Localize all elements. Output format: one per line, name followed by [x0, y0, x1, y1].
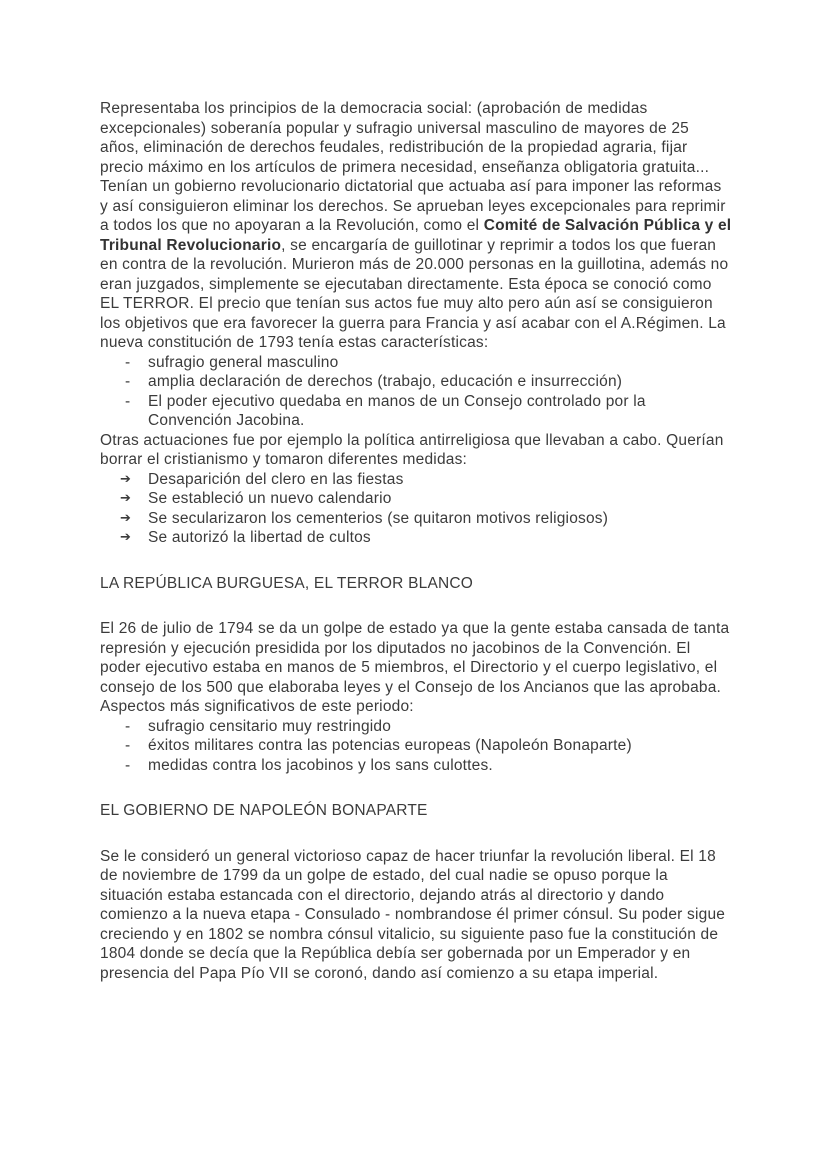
list-item-text: Se autorizó la libertad de cultos — [148, 529, 371, 546]
list-item — [100, 392, 732, 431]
dash-bullet: - — [125, 373, 131, 390]
list-item-text: Desaparición del clero en las fiestas — [148, 470, 404, 488]
paragraph-republica: El 26 de julio de 1794 se da un golpe de estado ya que la gente estaba cansada de tanta represión y ejecución presidida por los diputados no jacobinos de la Convención. El poder ejecutivo estaba en manos de 5 miembros, el Directorio y el cuerpo legislativo, el consejo de los 500 que elaboraba leyes y el Consejo de los Ancianos que las aprobaba. Aspectos más significativos de este periodo: — [100, 620, 730, 715]
list-item-text: éxitos militares contra las potencias europeas (Napoleón Bonaparte) — [148, 737, 632, 754]
list-item-text: medidas contra los jacobinos y los sans culottes. — [148, 756, 493, 774]
arrow-bullet-icon: ➔ — [120, 471, 132, 487]
arrow-bullet-icon: ➔ — [120, 510, 132, 526]
list-item — [100, 353, 732, 373]
list-item-text: Se secularizaron los cementerios (se quitaron motivos religiosos) — [148, 509, 609, 527]
paragraph-terror — [100, 99, 732, 353]
period-aspects-list — [100, 717, 732, 776]
paragraph-terror-bold-phrase: Comité de Salvación Pública y el Tribunal Revolucionario — [100, 217, 732, 254]
list-item — [100, 372, 732, 392]
arrow-bullet-icon: ➔ — [120, 491, 132, 506]
list-item-text: sufragio general masculino — [148, 353, 339, 371]
religious-measures-list — [100, 470, 732, 548]
heading-gobierno-napoleon: EL GOBIERNO DE NAPOLEÓN BONAPARTE — [100, 802, 428, 819]
constitution-features-list — [100, 353, 732, 431]
list-item — [100, 489, 732, 509]
heading-republica-burguesa: LA REPÚBLICA BURGUESA, EL TERROR BLANCO — [100, 574, 474, 592]
dash-bullet: - — [125, 392, 131, 410]
list-item — [100, 528, 732, 548]
dash-bullet: - — [125, 717, 131, 735]
dash-bullet: - — [125, 737, 131, 754]
list-item — [100, 756, 732, 776]
dash-bullet: - — [125, 353, 131, 371]
list-item — [100, 509, 732, 529]
list-item-text: El poder ejecutivo quedaba en manos de un Consejo controlado por la Convención Jacobina. — [148, 392, 646, 429]
list-item-text: amplia declaración de derechos (trabajo, educación e insurrección) — [148, 373, 623, 390]
arrow-bullet-icon: ➔ — [120, 530, 132, 545]
list-item — [100, 717, 732, 737]
list-item — [100, 470, 732, 490]
dash-bullet: - — [125, 756, 131, 774]
paragraph-antireligiosa: Otras actuaciones fue por ejemplo la política antirreligiosa que llevaban a cabo. Querían borrar el cristianismo y tomaron diferentes medidas: — [100, 431, 724, 468]
list-item-text: Se estableció un nuevo calendario — [148, 490, 392, 507]
paragraph-terror-text-before: Representaba los principios de la democracia social: (aprobación de medidas excepcionales) soberanía popular y sufragio universal masculino de mayores de 25 años, eliminación de derechos feudales, redistribución de la propiedad agraria, fijar precio máximo en los artículos de primera necesidad, enseñanza obligatoria gratuita... Tenían un gobierno revolucionario dictatorial que actuaba así para imponer las reformas y así consiguieron eliminar los derechos. Se aprueban leyes excepcionales para reprimir a todos los que no apoyaran a la Revolución, como el — [100, 100, 726, 234]
list-item — [100, 736, 732, 756]
document-page — [100, 99, 732, 983]
paragraph-napoleon: Se le consideró un general victorioso capaz de hacer triunfar la revolución liberal. El 18 de noviembre de 1799 da un golpe de estado, del cual nadie se opuso porque la situación estaba estancada con el directorio, dejando atrás al directorio y dando comienzo a la nueva etapa - Consulado - nombrandose él primer cónsul. Su poder sigue creciendo y en 1802 se nombra cónsul vitalicio, su siguiente paso fue la constitución de 1804 donde se decía que la República debía ser gobernada por un Emperador y en presencia del Papa Pío VII se coronó, dando así comienzo a su etapa imperial. — [100, 847, 726, 982]
paragraph-terror-text-after: , se encargaría de guillotinar y reprimir a todos los que fueran en contra de la revolución. Murieron más de 20.000 personas en la guillotina, además no eran juzgados, simplemente se ejecutaban directamente. Esta época se conoció como EL TERROR. El precio que tenían sus actos fue muy alto pero aún así se consiguieron los objetivos que era favorecer la guerra para Francia y así acabar con el A.Régimen. La nueva constitución de 1793 tenía estas características: — [100, 236, 729, 351]
list-item-text: sufragio censitario muy restringido — [148, 717, 392, 735]
